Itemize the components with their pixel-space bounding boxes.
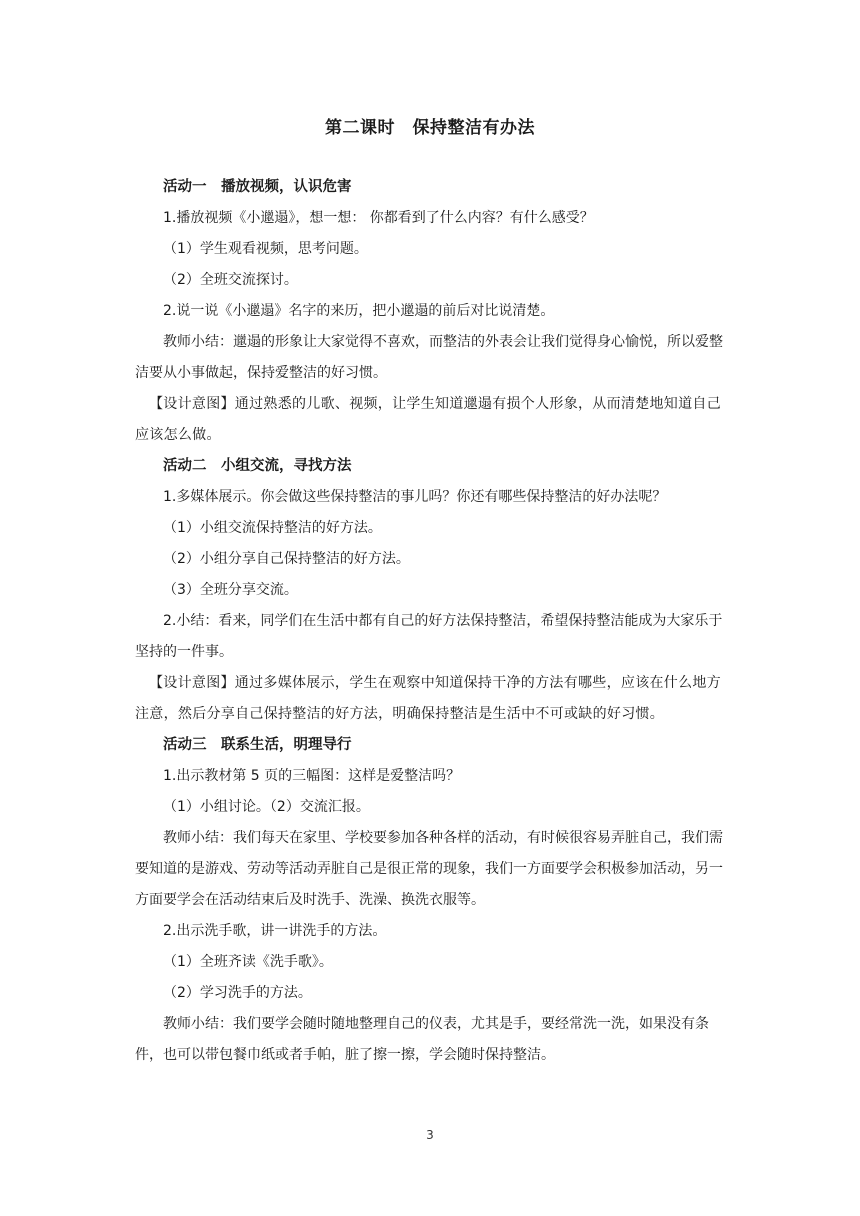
design-intent: 【设计意图】通过熟悉的儿歌、视频，让学生知道邋遢有损个人形象，从而清楚地知道自己应该怎么做。 bbox=[135, 396, 721, 443]
paragraph: 1.多媒体展示。你会做这些保持整洁的事儿吗？你还有哪些保持整洁的好办法呢？ bbox=[163, 489, 667, 505]
design-intent: 【设计意图】通过多媒体展示，学生在观察中知道保持干净的方法有哪些，应该在什么地方注意，然后分享自己保持整洁的好方法，明确保持整洁是生活中不可或缺的好习惯。 bbox=[135, 675, 721, 722]
content-body bbox=[135, 172, 733, 1071]
page-title: 第二课时 保持整洁有办法 bbox=[325, 118, 535, 138]
paragraph: 教师小结：我们要学会随时随地整理自己的仪表，尤其是手，要经常洗一洗，如果没有条件，也可以带包餐巾纸或者手帕，脏了擦一擦，学会随时保持整洁。 bbox=[135, 1016, 709, 1063]
sub-item: （1）小组交流保持整洁的好方法。 bbox=[163, 520, 382, 536]
sub-item: （3）全班分享交流。 bbox=[163, 582, 298, 598]
sub-item: （1）小组讨论。（2）交流汇报。 bbox=[163, 799, 370, 815]
sub-item: （2）小组分享自己保持整洁的好方法。 bbox=[163, 551, 410, 567]
paragraph: 教师小结：邋遢的形象让大家觉得不喜欢，而整洁的外表会让我们觉得身心愉悦，所以爱整洁要从小事做起，保持爱整洁的好习惯。 bbox=[135, 334, 723, 381]
section-heading: 活动一 播放视频，认识危害 bbox=[163, 179, 352, 195]
paragraph: 1.播放视频《小邋遢》，想一想： 你都看到了什么内容？有什么感受？ bbox=[163, 210, 594, 226]
paragraph: 2.小结：看来，同学们在生活中都有自己的好方法保持整洁，希望保持整洁能成为大家乐于坚持的一件事。 bbox=[135, 613, 723, 660]
sub-item: （1）全班齐读《洗手歌》。 bbox=[163, 954, 333, 970]
sub-item: （2）全班交流探讨。 bbox=[163, 272, 298, 288]
sub-item: （2）学习洗手的方法。 bbox=[163, 985, 312, 1001]
paragraph: 2.说一说《小邋遢》名字的来历，把小邋遢的前后对比说清楚。 bbox=[163, 303, 555, 319]
paragraph: 教师小结：我们每天在家里、学校要参加各种各样的活动，有时候很容易弄脏自己，我们需要知道的是游戏、劳动等活动弄脏自己是很正常的现象，我们一方面要学会积极参加活动，另一方面要学会在活动结束后及时洗手、洗澡、换洗衣服等。 bbox=[135, 830, 723, 908]
paragraph: 2.出示洗手歌，讲一讲洗手的方法。 bbox=[163, 923, 387, 939]
sub-item: （1）学生观看视频，思考问题。 bbox=[163, 241, 368, 257]
section-heading: 活动二 小组交流，寻找方法 bbox=[163, 458, 352, 474]
page-number: 3 bbox=[426, 1128, 434, 1142]
section-heading: 活动三 联系生活，明理导行 bbox=[163, 737, 352, 753]
paragraph: 1.出示教材第 5 页的三幅图：这样是爱整洁吗？ bbox=[163, 768, 461, 784]
